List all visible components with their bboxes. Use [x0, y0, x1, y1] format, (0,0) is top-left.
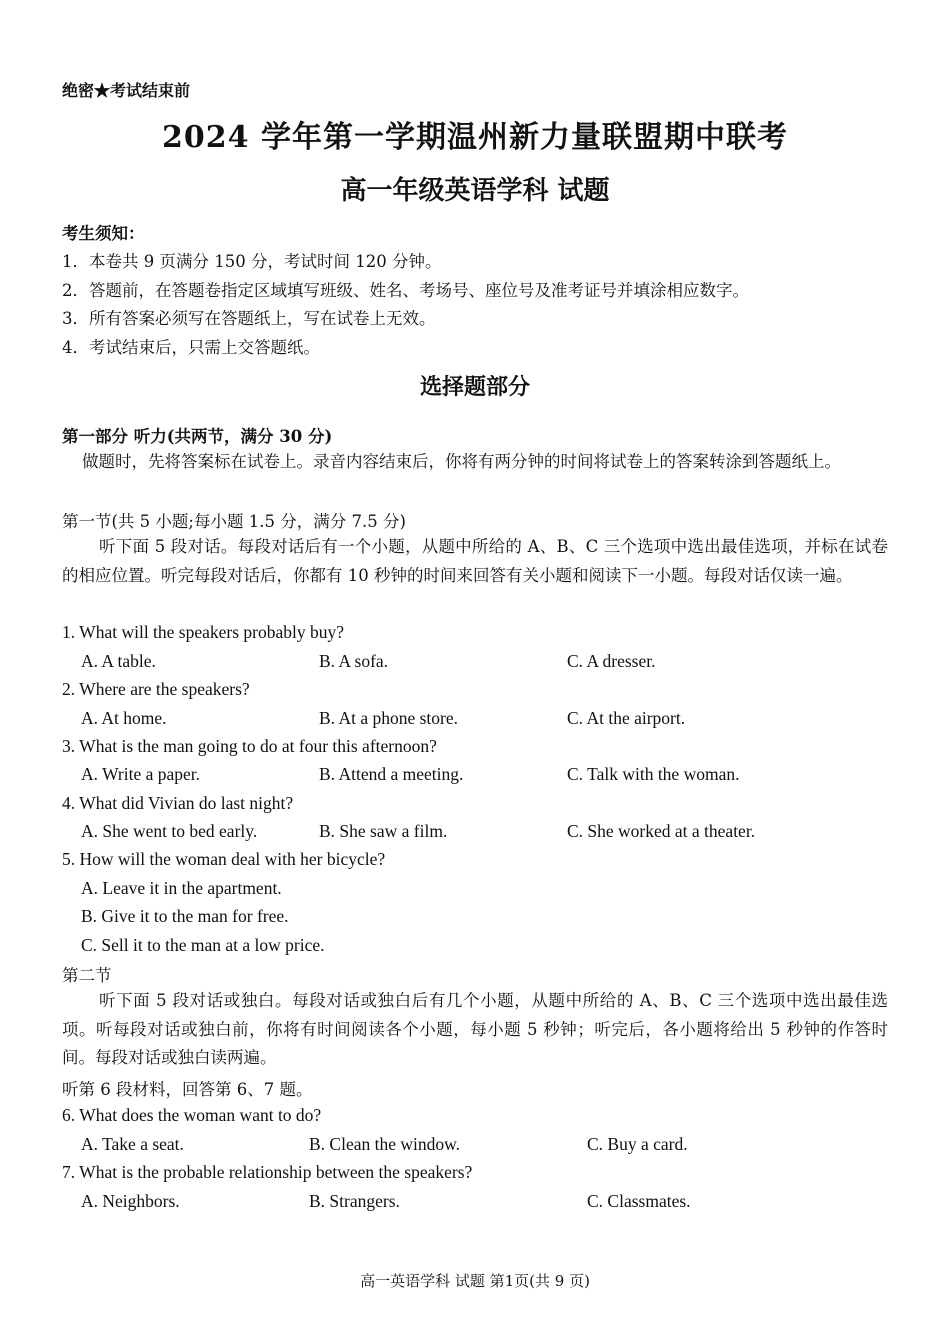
option-a: A. Write a paper. — [81, 764, 200, 784]
option-c: C. She worked at a theater. — [567, 821, 756, 841]
notice-item: 2．答题前，在答题卷指定区域填写班级、姓名、考场号、座位号及准考证号并填涂相应数字。 — [62, 281, 749, 300]
question-4: 4. What did Vivian do last night? — [62, 793, 294, 813]
option-c: C. At the airport. — [567, 708, 686, 728]
sec1-heading: 第一节(共 5 小题;每小题 1.5 分，满分 7.5 分) — [62, 512, 406, 531]
option-a: A. She went to bed early. — [81, 821, 258, 841]
sec2-intro: 听下面 5 段对话或独白。每段对话或独白后有几个小题，从题中所给的 A、B、C 三个选项中选出最佳选项。听每段对话或独白前，你将有时间阅读各个小题，每小题 5 秒钟；听完后，各小题将给出 5 秒钟的作答时间。每段对话或独白读两遍。 — [62, 991, 888, 1068]
sec2-heading: 第二节 — [62, 966, 112, 985]
option-b: B. Attend a meeting. — [319, 764, 464, 784]
option-a: A. A table. — [81, 651, 156, 671]
option-b: B. At a phone store. — [319, 708, 459, 728]
option-a: A. Leave it in the apartment. — [81, 878, 282, 898]
option-a: A. At home. — [81, 708, 167, 728]
notice-item: 4．考试结束后，只需上交答题纸。 — [62, 338, 320, 357]
option-b: B. A sofa. — [319, 651, 389, 671]
notice-item: 3．所有答案必须写在答题纸上，写在试卷上无效。 — [62, 309, 436, 328]
page-footer: 高一英语学科 试题 第1页(共 9 页) — [360, 1272, 590, 1290]
option-b: B. Strangers. — [309, 1191, 400, 1211]
option-c: C. A dresser. — [567, 651, 656, 671]
option-b: B. She saw a film. — [319, 821, 448, 841]
option-c: C. Sell it to the man at a low price. — [81, 935, 325, 955]
section-title: 选择题部分 — [419, 374, 530, 400]
option-b: B. Give it to the man for free. — [81, 906, 289, 926]
option-a: A. Take a seat. — [81, 1134, 184, 1154]
part1-heading: 第一部分 听力(共两节，满分 30 分) — [62, 427, 333, 446]
notice-heading: 考生须知： — [62, 224, 145, 243]
question-7: 7. What is the probable relationship between the speakers? — [62, 1162, 473, 1182]
question-5: 5. How will the woman deal with her bicycle? — [62, 849, 386, 869]
option-c: C. Talk with the woman. — [567, 764, 740, 784]
option-a: A. Neighbors. — [81, 1191, 180, 1211]
question-2: 2. Where are the speakers? — [62, 679, 250, 699]
option-b: B. Clean the window. — [309, 1134, 460, 1154]
question-3: 3. What is the man going to do at four this afternoon? — [62, 736, 437, 756]
option-c: C. Classmates. — [587, 1191, 691, 1211]
exam-title: 2024 学年第一学期温州新力量联盟期中联考 — [162, 120, 788, 155]
notice-item: 1．本卷共 9 页满分 150 分，考试时间 120 分钟。 — [62, 252, 442, 271]
sec1-intro: 听下面 5 段对话。每段对话后有一个小题，从题中所给的 A、B、C 三个选项中选出最佳选项，并标在试卷的相应位置。听完每段对话后，你都有 10 秒钟的时间来回答有关小题和阅读下一小题。每段对话仅读一遍。 — [62, 537, 888, 585]
material-6-note: 听第 6 段材料，回答第 6、7 题。 — [62, 1080, 313, 1099]
question-1: 1. What will the speakers probably buy? — [62, 622, 345, 642]
exam-subtitle: 高一年级英语学科 试题 — [340, 176, 610, 206]
question-6: 6. What does the woman want to do? — [62, 1105, 322, 1125]
option-c: C. Buy a card. — [587, 1134, 688, 1154]
confidential-mark: 绝密★考试结束前 — [62, 81, 191, 100]
part1-intro: 做题时，先将答案标在试卷上。录音内容结束后，你将有两分钟的时间将试卷上的答案转涂到答题纸上。 — [82, 452, 841, 471]
